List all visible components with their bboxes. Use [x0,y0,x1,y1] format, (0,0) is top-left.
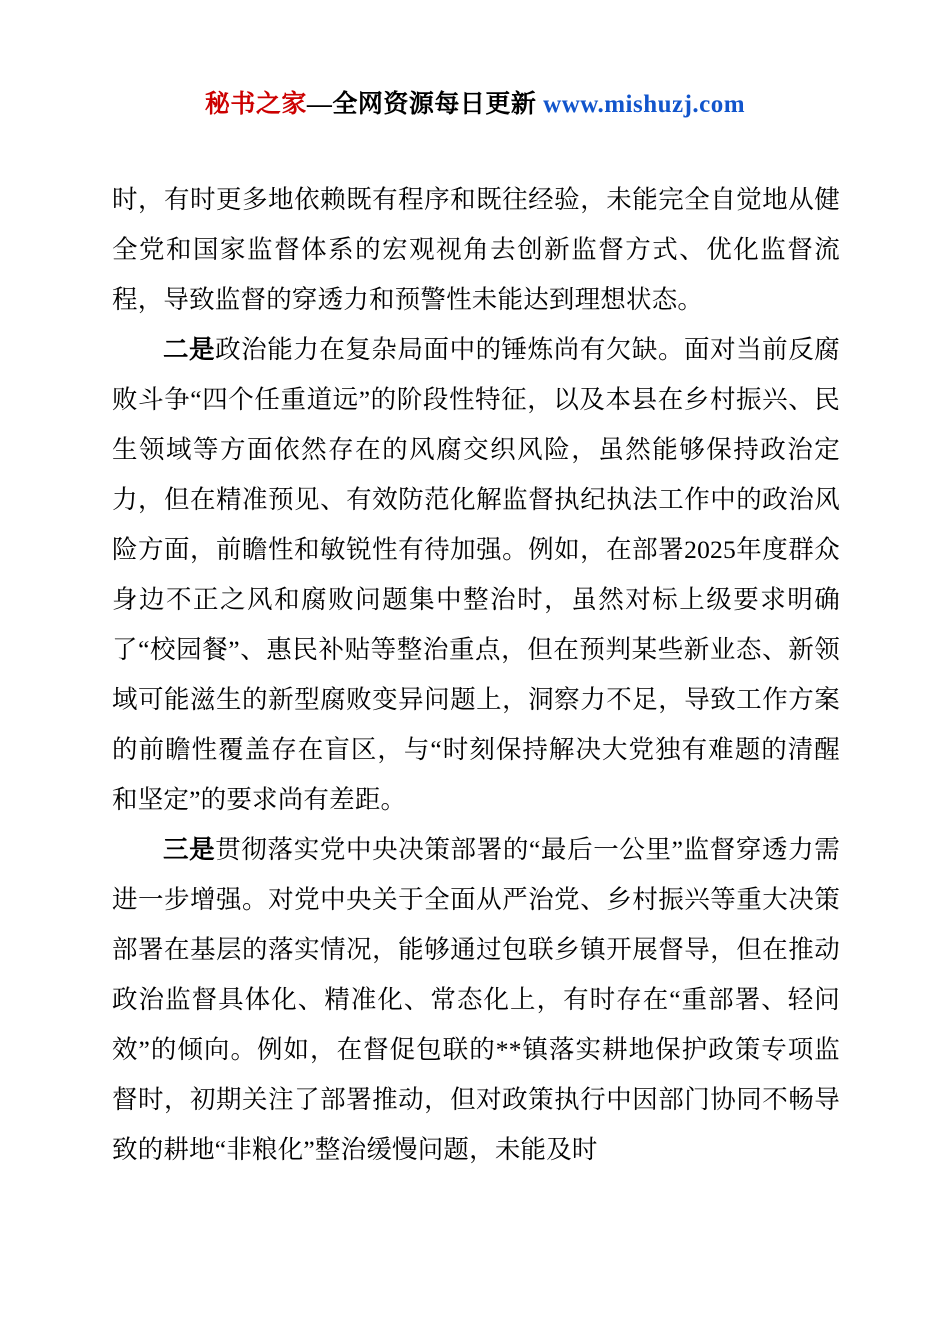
paragraph-text: 时，有时更多地依赖既有程序和既往经验，未能完全自觉地从健全党和国家监督体系的宏观视角去创新监督方式、优化监督流程，导致监督的穿透力和预警性未能达到理想状态。 [112,185,840,314]
paragraph-text: 贯彻落实党中央决策部署的“最后一公里”监督穿透力需进一步增强。对党中央关于全面从严治党、乡村振兴等重大决策部署在基层的落实情况，能够通过包联乡镇开展督导，但在推动政治监督具体化、精准化、常态化上，有时存在“重部署、轻问效”的倾向。例如，在督促包联的**镇落实耕地保护政策专项监督时，初期关注了部署推动，但对政策执行中因部门协同不畅导致的耕地“非粮化”整治缓慢问题，未能及时 [112,835,840,1164]
paragraph-continued [112,175,840,325]
document-body [112,175,840,1175]
paragraph-lead-label: 三是 [163,835,216,864]
site-url-link[interactable]: www.mishuzj.com [543,91,746,118]
site-watermark-header [0,84,950,120]
paragraph-lead-label: 二是 [163,335,216,364]
paragraph-point-two [112,325,840,825]
header-tagline: 全网资源每日更新 [332,91,537,118]
paragraph-text: 政治能力在复杂局面中的锤炼尚有欠缺。面对当前反腐败斗争“四个任重道远”的阶段性特征，以及本县在乡村振兴、民生领域等方面依然存在的风腐交织风险，虽然能够保持政治定力，但在精准预见、有效防范化解监督执纪执法工作中的政治风险方面，前瞻性和敏锐性有待加强。例如，在部署2025年度群众身边不正之风和腐败问题集中整治时，虽然对标上级要求明确了“校园餐”、惠民补贴等整治重点，但在预判某些新业态、新领域可能滋生的新型腐败变异问题上，洞察力不足，导致工作方案的前瞻性覆盖存在盲区，与“时刻保持解决大党独有难题的清醒和坚定”的要求尚有差距。 [112,335,840,814]
header-separator: — [306,91,333,118]
paragraph-point-three [112,825,840,1175]
site-brand-name: 秘书之家 [204,91,307,118]
